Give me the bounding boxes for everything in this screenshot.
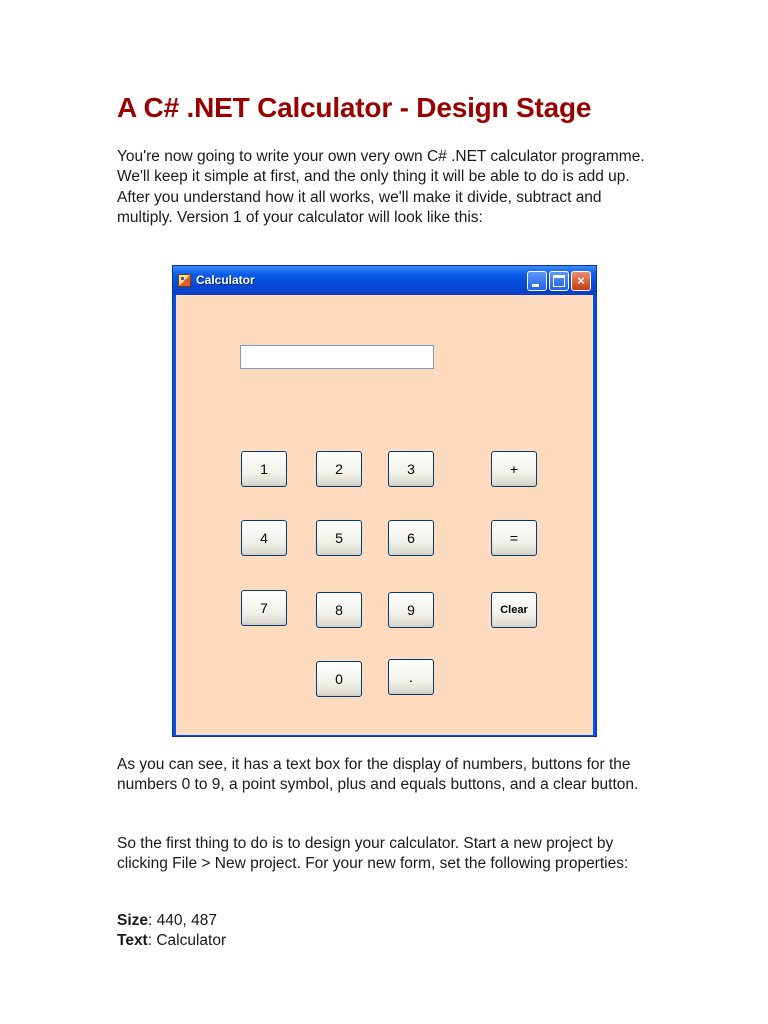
plus-button[interactable]: + bbox=[491, 451, 537, 487]
button-0[interactable]: 0 bbox=[316, 661, 362, 697]
window-title: Calculator bbox=[196, 273, 255, 287]
button-2[interactable]: 2 bbox=[316, 451, 362, 487]
button-1[interactable]: 1 bbox=[241, 451, 287, 487]
minimize-icon bbox=[532, 284, 539, 287]
maximize-button[interactable] bbox=[549, 271, 569, 291]
close-button[interactable] bbox=[571, 271, 591, 291]
close-icon: × bbox=[577, 273, 585, 288]
display-textbox[interactable] bbox=[240, 345, 434, 369]
text-value: : Calculator bbox=[147, 932, 227, 950]
clear-button[interactable]: Clear bbox=[491, 592, 537, 628]
page-title: A C# .NET Calculator - Design Stage bbox=[117, 92, 592, 123]
size-value: : 440, 487 bbox=[148, 912, 217, 929]
button-4[interactable]: 4 bbox=[241, 520, 287, 556]
button-9[interactable]: 9 bbox=[388, 592, 434, 628]
properties-list bbox=[117, 911, 657, 952]
instructions-paragraph: So the first thing to do is to design your calculator. Start a new project by clicking File > New project. For your new form, set the following properties: bbox=[117, 835, 629, 873]
text-property bbox=[117, 931, 657, 951]
point-button[interactable]: . bbox=[388, 659, 434, 695]
equals-button[interactable]: = bbox=[491, 520, 537, 556]
button-8[interactable]: 8 bbox=[316, 592, 362, 628]
button-7[interactable]: 7 bbox=[241, 590, 287, 626]
form-client-area bbox=[176, 295, 593, 735]
size-label: Size bbox=[117, 912, 149, 929]
app-icon bbox=[178, 274, 191, 287]
button-3[interactable]: 3 bbox=[388, 451, 434, 487]
button-6[interactable]: 6 bbox=[388, 520, 434, 556]
text-label: Text bbox=[117, 932, 148, 950]
minimize-button[interactable] bbox=[527, 271, 547, 291]
intro-paragraph: You're now going to write your own very own C# .NET calculator programme. We'll keep it simple at first, and the only thing it will be able to do is add up. After you understand how it all works, we'll make it divide, subtract and multiply. Version 1 of your calculator will look like this: bbox=[117, 148, 645, 226]
maximize-icon bbox=[553, 275, 565, 287]
description-paragraph: As you can see, it has a text box for the display of numbers, buttons for the numbers 0 to 9, a point symbol, plus and equals buttons, and a clear button. bbox=[117, 756, 639, 794]
size-property bbox=[117, 911, 657, 931]
window-titlebar[interactable] bbox=[173, 266, 596, 295]
calculator-window bbox=[172, 265, 597, 737]
button-5[interactable]: 5 bbox=[316, 520, 362, 556]
